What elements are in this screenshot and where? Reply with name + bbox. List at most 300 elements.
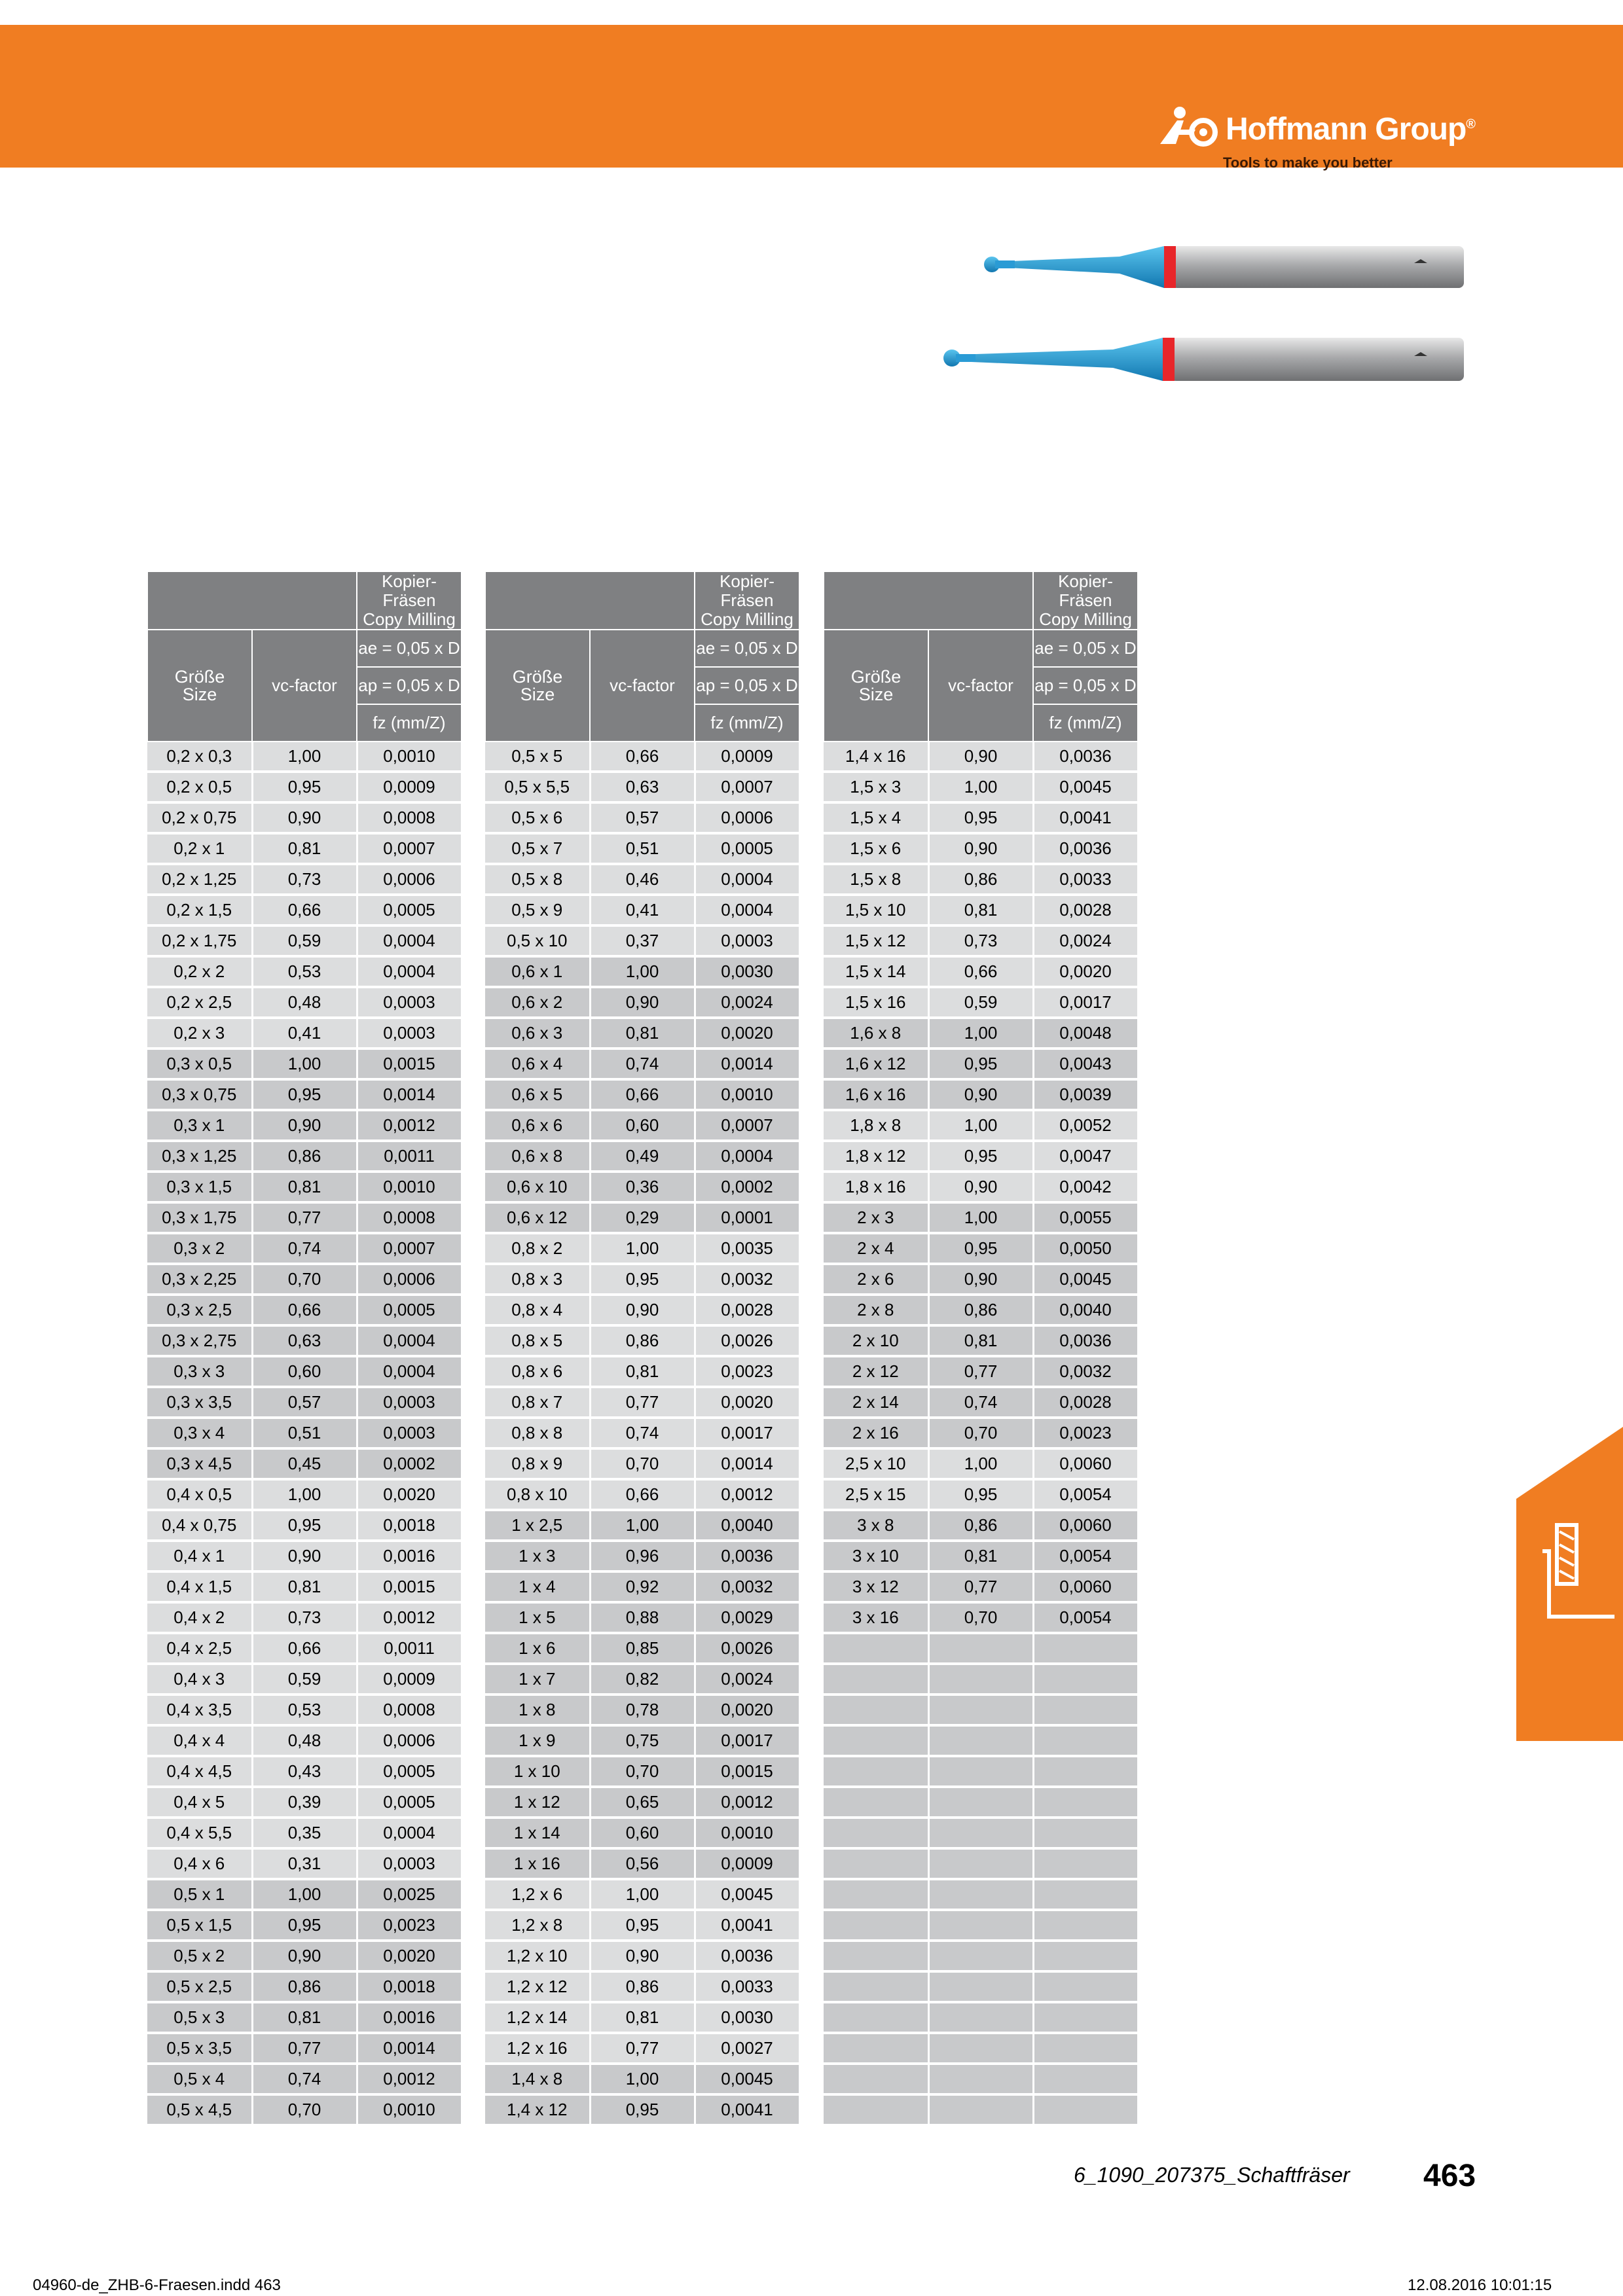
- cell-fz: 0,0005: [357, 1295, 462, 1325]
- table-row: [485, 1172, 799, 1202]
- table-row: [147, 1325, 462, 1356]
- cell-size: 2 x 4: [824, 1233, 928, 1264]
- table-row: [485, 772, 799, 802]
- cell-size: 0,3 x 2: [147, 1233, 252, 1264]
- cell-vc-factor: 0,74: [590, 1049, 695, 1079]
- cell-vc-factor: 0,90: [590, 987, 695, 1018]
- cell-vc-factor: 0,86: [928, 864, 1033, 895]
- cell-size: 0,2 x 0,5: [147, 772, 252, 802]
- cell-fz: 0,0045: [695, 2064, 799, 2094]
- cell-fz: 0,0014: [357, 2033, 462, 2064]
- cell-fz: 0,0041: [695, 1910, 799, 1941]
- table-row: [824, 895, 1138, 925]
- cell-fz: 0,0006: [357, 864, 462, 895]
- cell-vc-factor: 0,74: [252, 2064, 357, 2094]
- cell-vc-factor: 0,51: [590, 833, 695, 864]
- cell-size: 0,2 x 1,5: [147, 895, 252, 925]
- cell-size: 0,4 x 1: [147, 1541, 252, 1571]
- cell-fz: 0,0008: [357, 802, 462, 833]
- table-row: [485, 1295, 799, 1325]
- cell-vc-factor: 0,86: [590, 1325, 695, 1356]
- cell-vc-factor: 0,81: [590, 1018, 695, 1049]
- cell-vc-factor: 0,70: [252, 2094, 357, 2125]
- cell-fz: 0,0012: [357, 1110, 462, 1141]
- cell-fz: 0,0008: [357, 1202, 462, 1233]
- cell-fz: 0,0029: [695, 1602, 799, 1633]
- cell-size: [824, 1941, 928, 1971]
- cell-vc-factor: 1,00: [590, 1879, 695, 1910]
- table-row: [147, 1541, 462, 1571]
- cell-size: 0,3 x 1,5: [147, 1172, 252, 1202]
- cell-fz: [1033, 2002, 1138, 2033]
- cell-fz: 0,0010: [357, 742, 462, 772]
- cell-vc-factor: 0,66: [252, 1633, 357, 1664]
- cell-size: 0,2 x 2,5: [147, 987, 252, 1018]
- cell-size: 0,2 x 2: [147, 956, 252, 987]
- cell-size: 1,2 x 14: [485, 2002, 590, 2033]
- cell-vc-factor: 0,45: [252, 1448, 357, 1479]
- table-row: [147, 2033, 462, 2064]
- header-copy-milling: Kopier-Fräsen Copy Milling: [357, 571, 462, 630]
- cell-fz: 0,0020: [695, 1695, 799, 1725]
- cell-size: [824, 1725, 928, 1756]
- cell-size: 1 x 16: [485, 1848, 590, 1879]
- cell-vc-factor: 0,82: [590, 1664, 695, 1695]
- ball-nose-end-mill-icon: [969, 236, 1480, 301]
- cell-vc-factor: 0,66: [590, 1079, 695, 1110]
- cell-fz: 0,0004: [357, 925, 462, 956]
- cell-vc-factor: 0,48: [252, 987, 357, 1018]
- cell-fz: 0,0005: [695, 833, 799, 864]
- cell-vc-factor: 0,57: [252, 1387, 357, 1418]
- cell-size: 3 x 8: [824, 1510, 928, 1541]
- cell-fz: [1033, 1664, 1138, 1695]
- table-row: [147, 864, 462, 895]
- cell-size: 2 x 10: [824, 1325, 928, 1356]
- table-row: [824, 1787, 1138, 1818]
- cell-vc-factor: [928, 1818, 1033, 1848]
- cell-size: 1,4 x 8: [485, 2064, 590, 2094]
- table-row: [147, 1264, 462, 1295]
- cell-vc-factor: 0,86: [252, 1141, 357, 1172]
- cell-fz: 0,0040: [695, 1510, 799, 1541]
- table-row: [147, 925, 462, 956]
- cell-fz: 0,0025: [357, 1879, 462, 1910]
- table-row: [824, 1387, 1138, 1418]
- table-row: [485, 1879, 799, 1910]
- cell-fz: 0,0052: [1033, 1110, 1138, 1141]
- cell-fz: 0,0010: [695, 1818, 799, 1848]
- cell-vc-factor: [928, 1725, 1033, 1756]
- table-row: [485, 925, 799, 956]
- cell-size: 0,6 x 5: [485, 1079, 590, 1110]
- cell-vc-factor: 0,60: [590, 1110, 695, 1141]
- cell-fz: 0,0042: [1033, 1172, 1138, 1202]
- cell-fz: 0,0018: [357, 1510, 462, 1541]
- cell-fz: 0,0048: [1033, 1018, 1138, 1049]
- table-row: [147, 1387, 462, 1418]
- cell-vc-factor: 0,77: [590, 2033, 695, 2064]
- cell-fz: 0,0006: [357, 1264, 462, 1295]
- cell-size: 0,8 x 2: [485, 1233, 590, 1264]
- cell-fz: 0,0009: [695, 1848, 799, 1879]
- cell-fz: 0,0001: [695, 1202, 799, 1233]
- cell-size: 1,4 x 12: [485, 2094, 590, 2125]
- print-timestamp: 12.08.2016 10:01:15: [1408, 2276, 1552, 2294]
- table-row: [485, 1941, 799, 1971]
- cell-fz: 0,0032: [695, 1264, 799, 1295]
- footer-reference: 6_1090_207375_Schaftfräser: [1074, 2163, 1350, 2187]
- cell-vc-factor: 0,81: [252, 2002, 357, 2033]
- cell-vc-factor: [928, 1695, 1033, 1725]
- cell-vc-factor: 0,29: [590, 1202, 695, 1233]
- cell-fz: [1033, 1695, 1138, 1725]
- table-row: [824, 1571, 1138, 1602]
- table-row: [147, 2094, 462, 2125]
- cell-vc-factor: [928, 1941, 1033, 1971]
- cell-size: 1,2 x 16: [485, 2033, 590, 2064]
- table-row: [147, 1848, 462, 1879]
- cell-vc-factor: [928, 1787, 1033, 1818]
- cell-size: 1,2 x 12: [485, 1971, 590, 2002]
- cell-vc-factor: 0,43: [252, 1756, 357, 1787]
- table-row: [147, 1971, 462, 2002]
- cell-vc-factor: 1,00: [590, 1510, 695, 1541]
- cell-vc-factor: 0,37: [590, 925, 695, 956]
- cell-size: [824, 1848, 928, 1879]
- cell-fz: [1033, 1756, 1138, 1787]
- cell-vc-factor: 0,51: [252, 1418, 357, 1448]
- cell-size: 1 x 9: [485, 1725, 590, 1756]
- table-row: [824, 1602, 1138, 1633]
- cell-size: 1,5 x 16: [824, 987, 928, 1018]
- cell-size: 0,5 x 2: [147, 1941, 252, 1971]
- cell-size: 0,5 x 8: [485, 864, 590, 895]
- table-row: [824, 1479, 1138, 1510]
- table-row: [824, 1049, 1138, 1079]
- cell-size: 1 x 10: [485, 1756, 590, 1787]
- cell-vc-factor: 0,77: [252, 2033, 357, 2064]
- top-rule: [0, 0, 1623, 26]
- cell-size: 0,4 x 4,5: [147, 1756, 252, 1787]
- table-row: [147, 1418, 462, 1448]
- cell-fz: 0,0033: [695, 1971, 799, 2002]
- table-row: [824, 1079, 1138, 1110]
- brand-logo: [1158, 103, 1485, 175]
- cell-vc-factor: [928, 2002, 1033, 2033]
- table-row: [485, 1018, 799, 1049]
- table-row: [824, 2033, 1138, 2064]
- cell-vc-factor: 0,81: [928, 1325, 1033, 1356]
- table-row: [147, 1233, 462, 1264]
- header-ap: ap = 0,05 x D: [357, 667, 462, 704]
- cell-vc-factor: 0,31: [252, 1848, 357, 1879]
- cell-size: 0,8 x 6: [485, 1356, 590, 1387]
- header-band: [0, 25, 1623, 171]
- header-ap: ap = 0,05 x D: [1033, 667, 1138, 704]
- cell-vc-factor: 0,63: [252, 1325, 357, 1356]
- table-row: [824, 1879, 1138, 1910]
- cell-size: 3 x 16: [824, 1602, 928, 1633]
- table-row: [824, 802, 1138, 833]
- cell-vc-factor: 0,77: [928, 1571, 1033, 1602]
- cell-vc-factor: 0,95: [590, 2094, 695, 2125]
- table-row: [147, 802, 462, 833]
- cell-size: 1,5 x 12: [824, 925, 928, 956]
- cell-vc-factor: 0,90: [590, 1295, 695, 1325]
- cell-fz: 0,0054: [1033, 1479, 1138, 1510]
- table-row: [824, 1510, 1138, 1541]
- cell-size: 1,6 x 8: [824, 1018, 928, 1049]
- table-row: [824, 833, 1138, 864]
- cell-fz: 0,0032: [695, 1571, 799, 1602]
- cell-fz: 0,0007: [695, 772, 799, 802]
- cell-size: 1 x 7: [485, 1664, 590, 1695]
- cutting-data-table-3: [823, 571, 1139, 2126]
- cell-vc-factor: 0,95: [252, 1510, 357, 1541]
- cell-fz: 0,0003: [357, 987, 462, 1018]
- cell-vc-factor: 0,85: [590, 1633, 695, 1664]
- cell-vc-factor: [928, 2064, 1033, 2094]
- table-row: [824, 1325, 1138, 1356]
- cell-size: 1,8 x 12: [824, 1141, 928, 1172]
- cell-size: 0,8 x 7: [485, 1387, 590, 1418]
- table-row: [485, 1848, 799, 1879]
- cell-vc-factor: 1,00: [252, 742, 357, 772]
- cell-vc-factor: 0,90: [252, 1541, 357, 1571]
- cell-size: 0,5 x 7: [485, 833, 590, 864]
- cell-size: [824, 1971, 928, 2002]
- cell-fz: 0,0005: [357, 1756, 462, 1787]
- table-row: [824, 1356, 1138, 1387]
- table-row: [485, 956, 799, 987]
- cell-vc-factor: 0,90: [252, 802, 357, 833]
- table-row: [485, 1387, 799, 1418]
- cell-size: 1,5 x 14: [824, 956, 928, 987]
- table-row: [147, 1756, 462, 1787]
- cell-vc-factor: 0,92: [590, 1571, 695, 1602]
- cell-size: 2 x 3: [824, 1202, 928, 1233]
- cell-vc-factor: 0,95: [252, 1079, 357, 1110]
- cell-fz: 0,0003: [357, 1848, 462, 1879]
- cell-fz: 0,0004: [357, 1356, 462, 1387]
- table-row: [485, 1756, 799, 1787]
- cell-fz: 0,0040: [1033, 1295, 1138, 1325]
- cell-vc-factor: 0,90: [252, 1110, 357, 1141]
- cell-size: 0,8 x 4: [485, 1295, 590, 1325]
- table-row: [147, 1018, 462, 1049]
- cell-vc-factor: 0,70: [252, 1264, 357, 1295]
- table-row: [824, 1725, 1138, 1756]
- cell-size: 2 x 8: [824, 1295, 928, 1325]
- table-row: [824, 1448, 1138, 1479]
- table-row: [147, 1633, 462, 1664]
- table-row: [824, 1264, 1138, 1295]
- cell-size: 0,6 x 6: [485, 1110, 590, 1141]
- cell-fz: 0,0014: [695, 1448, 799, 1479]
- cutting-data-table-1: [147, 571, 463, 2126]
- cell-size: 1,5 x 4: [824, 802, 928, 833]
- cell-size: 0,4 x 3: [147, 1664, 252, 1695]
- table-row: [485, 1479, 799, 1510]
- table-row: [147, 1110, 462, 1141]
- cell-fz: 0,0017: [1033, 987, 1138, 1018]
- cell-size: 2 x 14: [824, 1387, 928, 1418]
- cell-vc-factor: 0,95: [252, 1910, 357, 1941]
- cell-size: 0,5 x 10: [485, 925, 590, 956]
- cell-size: 2 x 12: [824, 1356, 928, 1387]
- header-size: Größe Size: [824, 630, 928, 742]
- header-fz: fz (mm/Z): [1033, 704, 1138, 742]
- table-row: [485, 833, 799, 864]
- cell-size: 0,3 x 2,25: [147, 1264, 252, 1295]
- cell-vc-factor: 0,70: [590, 1448, 695, 1479]
- cell-vc-factor: 0,90: [590, 1941, 695, 1971]
- cell-fz: 0,0033: [1033, 864, 1138, 895]
- table-row: [147, 1602, 462, 1633]
- cell-vc-factor: [928, 2094, 1033, 2125]
- cell-fz: 0,0017: [695, 1725, 799, 1756]
- cell-vc-factor: 0,81: [590, 2002, 695, 2033]
- cell-size: [824, 1756, 928, 1787]
- table-row: [147, 1664, 462, 1695]
- cell-size: 1,6 x 16: [824, 1079, 928, 1110]
- cell-size: 0,2 x 3: [147, 1018, 252, 1049]
- cell-size: 0,5 x 4,5: [147, 2094, 252, 2125]
- cell-vc-factor: 0,48: [252, 1725, 357, 1756]
- cell-fz: [1033, 1910, 1138, 1941]
- table-row: [147, 956, 462, 987]
- cell-size: 0,8 x 5: [485, 1325, 590, 1356]
- table-row: [485, 1079, 799, 1110]
- table-row: [147, 1695, 462, 1725]
- cell-fz: 0,0009: [357, 772, 462, 802]
- cell-fz: 0,0023: [695, 1356, 799, 1387]
- table-row: [485, 1448, 799, 1479]
- cell-size: [824, 2033, 928, 2064]
- header-size: Größe Size: [485, 630, 590, 742]
- table-row: [147, 1295, 462, 1325]
- table-row: [147, 2064, 462, 2094]
- cell-fz: 0,0045: [1033, 1264, 1138, 1295]
- cell-size: 1,4 x 16: [824, 742, 928, 772]
- table-row: [824, 1418, 1138, 1448]
- table-row: [485, 1787, 799, 1818]
- header-copy-milling: Kopier-Fräsen Copy Milling: [1033, 571, 1138, 630]
- cell-size: 0,2 x 1,75: [147, 925, 252, 956]
- table-row: [147, 1202, 462, 1233]
- cell-size: 0,5 x 3,5: [147, 2033, 252, 2064]
- cell-vc-factor: 0,81: [252, 833, 357, 864]
- cell-vc-factor: 0,95: [590, 1910, 695, 1941]
- cell-fz: 0,0060: [1033, 1571, 1138, 1602]
- table-row: [147, 2002, 462, 2033]
- cell-vc-factor: 0,73: [252, 864, 357, 895]
- cell-fz: 0,0004: [357, 1818, 462, 1848]
- cell-vc-factor: 0,95: [928, 1233, 1033, 1264]
- table-row: [147, 1725, 462, 1756]
- cell-fz: 0,0009: [695, 742, 799, 772]
- cell-vc-factor: 0,41: [590, 895, 695, 925]
- cell-size: 1 x 14: [485, 1818, 590, 1848]
- cell-size: 0,5 x 5: [485, 742, 590, 772]
- cell-size: 1,2 x 6: [485, 1879, 590, 1910]
- cell-size: 2 x 6: [824, 1264, 928, 1295]
- cell-fz: 0,0015: [695, 1756, 799, 1787]
- cell-fz: 0,0024: [695, 987, 799, 1018]
- hoffmann-group-logo-icon: [1158, 103, 1223, 149]
- table-row: [485, 1233, 799, 1264]
- cell-vc-factor: 1,00: [590, 1233, 695, 1264]
- table-row: [147, 1079, 462, 1110]
- cell-size: 0,3 x 2,75: [147, 1325, 252, 1356]
- cell-fz: 0,0055: [1033, 1202, 1138, 1233]
- cell-fz: 0,0004: [357, 956, 462, 987]
- table-row: [147, 742, 462, 772]
- cell-vc-factor: 0,86: [928, 1295, 1033, 1325]
- table-row: [485, 1049, 799, 1079]
- cell-size: 0,3 x 3: [147, 1356, 252, 1387]
- cell-fz: 0,0010: [357, 2094, 462, 2125]
- cell-fz: 0,0011: [357, 1633, 462, 1664]
- table-row: [824, 1018, 1138, 1049]
- table-row: [485, 1325, 799, 1356]
- table-row: [485, 1725, 799, 1756]
- cell-vc-factor: 1,00: [928, 772, 1033, 802]
- header-ae: ae = 0,05 x D: [357, 630, 462, 667]
- cell-size: 1 x 3: [485, 1541, 590, 1571]
- cell-size: [824, 1633, 928, 1664]
- header-blank: [485, 571, 695, 630]
- cell-fz: 0,0026: [695, 1325, 799, 1356]
- table-row: [147, 1910, 462, 1941]
- cell-vc-factor: 0,65: [590, 1787, 695, 1818]
- table-row: [485, 1356, 799, 1387]
- cell-vc-factor: 0,41: [252, 1018, 357, 1049]
- cell-size: 1 x 5: [485, 1602, 590, 1633]
- table-row: [485, 895, 799, 925]
- table-row: [147, 772, 462, 802]
- table-row: [824, 772, 1138, 802]
- cell-fz: 0,0032: [1033, 1356, 1138, 1387]
- cell-vc-factor: 1,00: [928, 1110, 1033, 1141]
- header-size: Größe Size: [147, 630, 252, 742]
- cell-fz: 0,0020: [1033, 956, 1138, 987]
- table-row: [485, 987, 799, 1018]
- cell-size: 0,2 x 0,75: [147, 802, 252, 833]
- cell-vc-factor: 0,53: [252, 1695, 357, 1725]
- cell-vc-factor: 0,81: [928, 1541, 1033, 1571]
- cell-size: 1 x 6: [485, 1633, 590, 1664]
- cell-size: 0,6 x 2: [485, 987, 590, 1018]
- cell-fz: 0,0008: [357, 1695, 462, 1725]
- cell-fz: [1033, 2094, 1138, 2125]
- end-mill-section-icon: [1516, 1427, 1623, 1741]
- cell-fz: 0,0035: [695, 1233, 799, 1264]
- table-row: [824, 1233, 1138, 1264]
- cell-fz: 0,0050: [1033, 1233, 1138, 1264]
- cell-size: 0,4 x 4: [147, 1725, 252, 1756]
- cell-size: [824, 2002, 928, 2033]
- cell-vc-factor: [928, 1879, 1033, 1910]
- cell-size: 0,4 x 2: [147, 1602, 252, 1633]
- cell-size: 0,3 x 4,5: [147, 1448, 252, 1479]
- cell-fz: 0,0039: [1033, 1079, 1138, 1110]
- cell-vc-factor: 1,00: [590, 956, 695, 987]
- header-fz: fz (mm/Z): [357, 704, 462, 742]
- cell-size: 2 x 16: [824, 1418, 928, 1448]
- cell-vc-factor: 0,90: [252, 1941, 357, 1971]
